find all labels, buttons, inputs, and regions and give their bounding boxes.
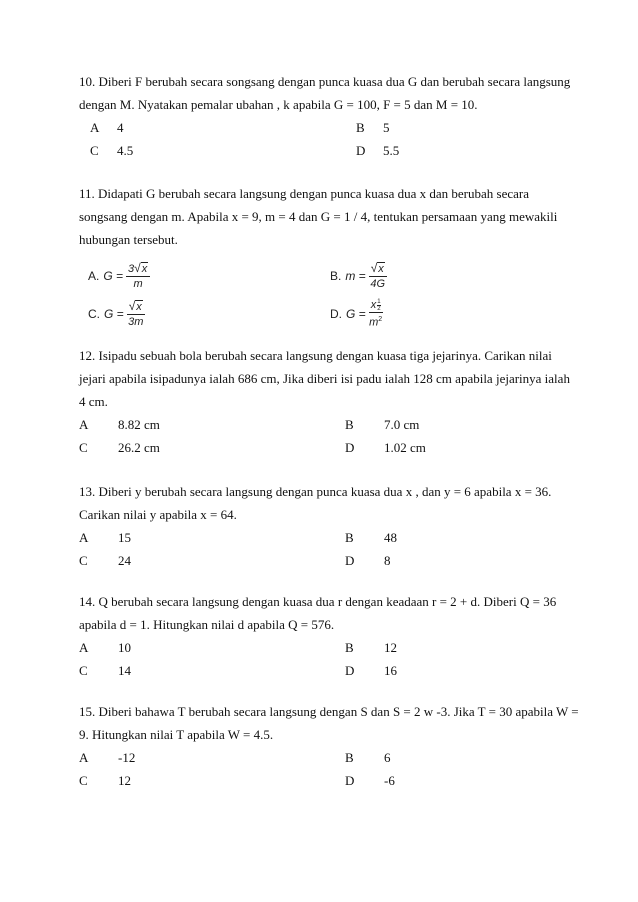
option-value: 10 [118,640,131,655]
option-label: B. [330,269,342,283]
formula-options [79,260,579,334]
question-13 [79,480,579,572]
option-value: 1.02 cm [384,440,426,455]
exponent-denominator: 2 [377,306,381,313]
option-label: C [79,663,88,678]
formula-lhs: m = [345,269,366,283]
option-label: C. [88,307,100,321]
option-a[interactable] [88,260,150,292]
coefficient: 3 [128,262,135,275]
option-value: 4 [117,120,124,135]
question-text: 15. Diberi bahawa T berubah secara langsung dengan S dan S = 2 w -3. Jika T = 30 apabila W = 9. Hitungkan nilai T apabila W = 4.5. [79,704,579,742]
option-value: 6 [384,750,391,765]
option-value: 12 [118,773,131,788]
exponent-fraction [377,299,380,312]
option-value: -12 [118,750,136,765]
option-value: 48 [384,530,397,545]
option-value: 12 [384,640,397,655]
option-d[interactable] [330,298,383,330]
option-value: 14 [118,663,131,678]
exponent: 2 [378,316,383,324]
option-value: 4.5 [117,143,134,158]
answer-options [79,116,579,162]
fraction [369,262,387,291]
radicand: x [141,262,148,275]
question-14 [79,590,579,682]
base: m [369,317,379,329]
question-12 [79,344,579,459]
option-label: A. [88,269,100,283]
option-value: 24 [118,553,131,568]
fraction [369,298,383,330]
option-label: A [79,417,89,432]
answer-options [79,636,579,682]
option-value: 26.2 cm [118,440,160,455]
option-label: A [79,530,89,545]
question-11 [79,182,579,334]
formula-lhs: G = [103,269,124,283]
denominator: m [133,277,143,290]
option-label: D. [330,307,342,321]
option-label: C [79,553,88,568]
option-label: B [345,417,354,432]
option-value: 7.0 cm [384,417,420,432]
option-label: D [345,440,355,455]
answer-options [79,526,579,572]
answer-options [79,746,579,792]
option-value: 5 [383,120,390,135]
option-value: -6 [384,773,395,788]
sqrt-symbol: √ [128,298,136,313]
option-label: A [79,640,89,655]
option-value: 8 [384,553,391,568]
question-10 [79,70,579,162]
option-value: 15 [118,530,131,545]
option-value: 16 [384,663,397,678]
base: x [370,299,377,311]
exponent-numerator: 1 [377,299,381,306]
question-text: 11. Didapati G berubah secara langsung dengan punca kuasa dua x dan berubah secara songsang dengan m. Apabila x = 9, m = 4 dan G = 1 / 4, tentukan persamaan yang mewakili hubungan tersebut. [79,186,558,247]
option-label: A [90,120,100,135]
option-c[interactable] [88,298,145,330]
denominator: 4G [370,277,386,290]
option-label: D [356,143,366,158]
formula-lhs: G = [104,307,124,321]
option-label: D [345,773,355,788]
question-15 [79,700,579,792]
radicand: x [378,262,384,275]
denominator: 3m [128,315,144,328]
question-text: 12. Isipadu sebuah bola berubah secara langsung dengan kuasa tiga jejarinya. Carikan nilai jejari apabila isipadunya ialah 686 cm, Jika diberi isi padu ialah 128 cm apabila jejarinya ialah 4 cm. [79,348,570,409]
question-text: 13. Diberi y berubah secara langsung dengan punca kuasa dua x , dan y = 6 apabila x = 36. Carikan nilai y apabila x = 64. [79,484,552,522]
option-label: A [79,750,89,765]
option-value: 5.5 [383,143,400,158]
radicand: x [136,300,142,313]
option-label: D [345,663,355,678]
question-text: 14. Q berubah secara langsung dengan kuasa dua r dengan keadaan r = 2 + d. Diberi Q = 36 apabila d = 1. Hitungkan nilai d apabila Q = 576. [79,594,557,632]
option-label: B [345,530,354,545]
option-label: C [90,143,99,158]
option-label: C [79,440,88,455]
option-label: C [79,773,88,788]
option-value: 8.82 cm [118,417,160,432]
option-label: B [345,640,354,655]
option-label: B [356,120,365,135]
fraction [126,262,150,291]
option-b[interactable] [330,260,387,292]
fraction [127,300,145,329]
sqrt-symbol: √ [134,260,141,275]
sqrt-symbol: √ [370,260,378,275]
answer-options [79,413,579,459]
formula-lhs: G = [346,307,366,321]
option-label: B [345,750,354,765]
question-text: 10. Diberi F berubah secara songsang dengan punca kuasa dua G dan berubah secara langsung dengan M. Nyatakan pemalar ubahan , k apabila G = 100, F = 5 dan M = 10. [79,74,571,112]
option-label: D [345,553,355,568]
